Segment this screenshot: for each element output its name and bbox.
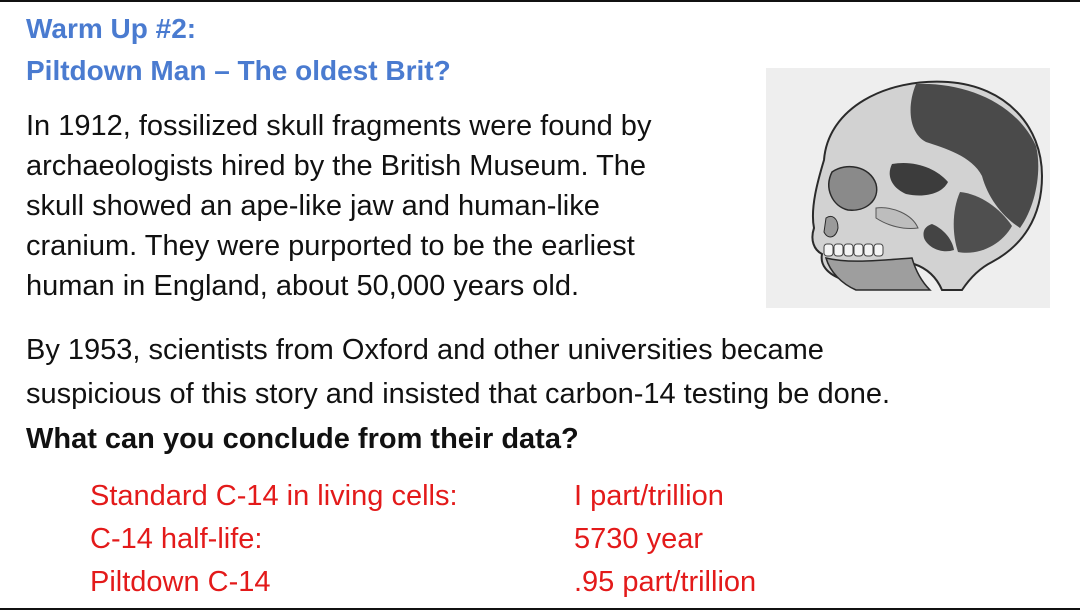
intro-line: archaeologists hired by the British Museum. The [26,150,647,182]
slide-subtitle: Piltdown Man – The oldest Brit? [26,55,451,86]
followup-line: By 1953, scientists from Oxford and other universities became [26,334,824,366]
data-value: 5730 year [574,523,703,555]
question-text: What can you conclude from their data? [26,423,579,455]
data-value: I part/trillion [574,480,724,512]
followup-line: suspicious of this story and insisted that carbon-14 testing be done. [26,378,891,410]
slide-title: Warm Up #2: [26,13,197,44]
followup-paragraph [26,328,890,416]
data-value: .95 part/trillion [574,566,757,598]
intro-line: skull showed an ape-like jaw and human-like [26,190,600,222]
data-label: C-14 half-life: [90,523,263,555]
data-label: Standard C-14 in living cells: [90,480,458,512]
data-label: Piltdown C-14 [90,566,271,598]
data-labels [90,475,458,604]
intro-paragraph [26,106,651,306]
intro-line: human in England, about 50,000 years old. [26,270,580,302]
data-values [574,475,756,604]
intro-line: cranium. They were purported to be the earliest [26,230,635,262]
piltdown-skull-image [766,68,1050,308]
intro-line: In 1912, fossilized skull fragments were found by [26,110,652,142]
